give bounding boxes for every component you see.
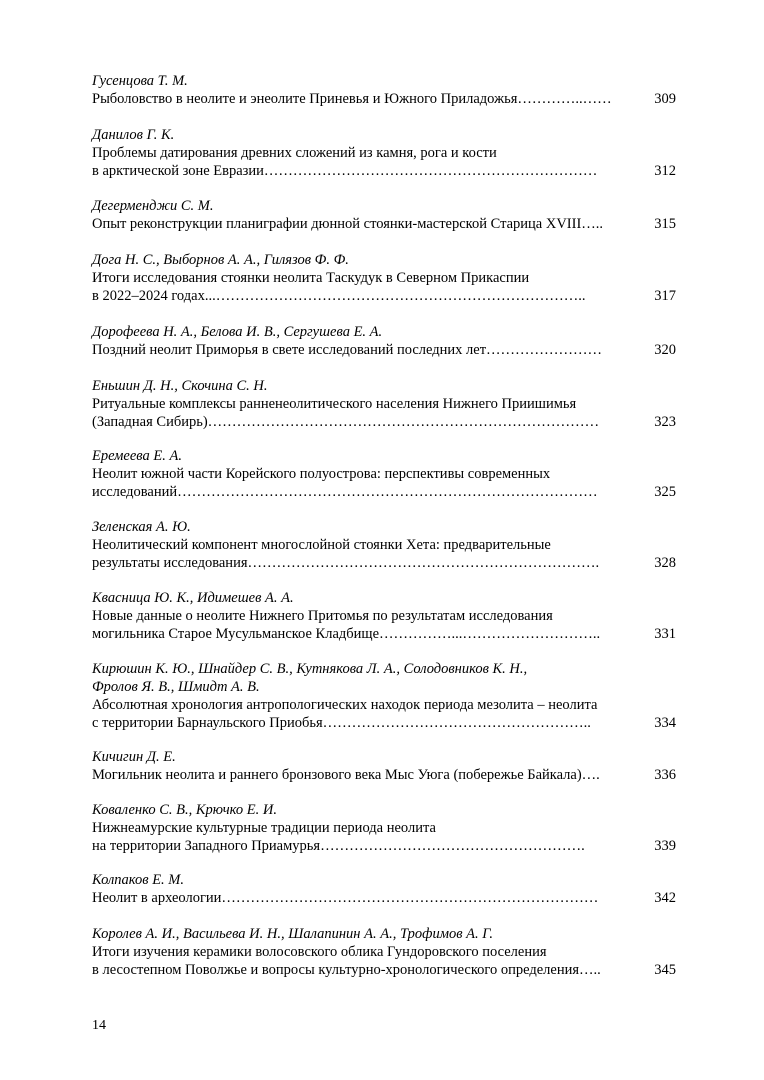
toc-title: Неолит в археологии…………………………………………………………………… xyxy=(92,890,599,906)
toc-title-line xyxy=(92,341,676,359)
toc-title: в лесостепном Поволжье и вопросы культурно-хронологического определения….. xyxy=(92,962,601,978)
toc-entry xyxy=(92,126,676,180)
toc-entry xyxy=(92,251,676,305)
toc-authors: Данилов Г. К. xyxy=(92,127,175,143)
toc-entry xyxy=(92,518,676,572)
toc-title: Неолитический компонент многослойной стоянки Хета: предварительные xyxy=(92,537,551,553)
toc-title-line xyxy=(92,837,676,855)
toc-page-number: 323 xyxy=(654,414,676,430)
toc-title: Итоги изучения керамики волосовского облика Гундоровского поселения xyxy=(92,944,547,960)
toc-title: Поздний неолит Приморья в свете исследований последних лет…………………… xyxy=(92,342,603,358)
toc-entry xyxy=(92,660,676,732)
toc-authors: Еремеева Е. А. xyxy=(92,448,182,464)
toc-title: Проблемы датирования древних сложений из камня, рога и кости xyxy=(92,145,497,161)
toc-authors: Дога Н. С., Выборнов А. А., Гилязов Ф. Ф. xyxy=(92,252,349,268)
toc-title: Новые данные о неолите Нижнего Притомья по результатам исследования xyxy=(92,608,553,624)
toc-page-number: 336 xyxy=(654,767,676,783)
toc-title: Итоги исследования стоянки неолита Таскудук в Северном Прикаспии xyxy=(92,270,530,286)
toc-title: Опыт реконструкции планиграфии дюнной стоянки-мастерской Старица XVIII….. xyxy=(92,216,604,232)
toc-title: Нижнеамурские культурные традиции периода неолита xyxy=(92,820,436,836)
toc-title: могильника Старое Мусульманское Кладбище……………...……………………….. xyxy=(92,626,601,642)
toc-page-number: 315 xyxy=(654,216,676,232)
toc-title-line xyxy=(92,554,676,572)
toc-page-number: 328 xyxy=(654,555,676,571)
toc-page-number: 325 xyxy=(654,484,676,500)
toc-title: результаты исследования………………………………………………………………. xyxy=(92,555,600,571)
toc-title: (Западная Сибирь)……………………………………………………………………… xyxy=(92,414,600,430)
toc-authors: Кирюшин К. Ю., Шнайдер С. В., Кутнякова Л. А., Солодовников К. Н., xyxy=(92,661,528,677)
toc-title-line xyxy=(92,766,676,784)
toc-title-line xyxy=(92,90,676,108)
toc-entry xyxy=(92,323,676,359)
toc-page-number: 312 xyxy=(654,163,676,179)
toc-authors: Колпаков Е. М. xyxy=(92,872,184,888)
toc-title-line xyxy=(92,714,676,732)
toc-entry xyxy=(92,447,676,501)
toc-authors: Еньшин Д. Н., Скочина С. Н. xyxy=(92,378,268,394)
toc-title-line xyxy=(92,413,676,431)
toc-page-number: 317 xyxy=(654,288,676,304)
toc-authors: Коваленко С. В., Крючко Е. И. xyxy=(92,802,277,818)
page-number: 14 xyxy=(92,1018,106,1033)
toc-entry xyxy=(92,748,676,784)
toc-page-number: 342 xyxy=(654,890,676,906)
toc-title: Могильник неолита и раннего бронзового века Мыс Уюга (побережье Байкала)…. xyxy=(92,767,600,783)
toc-title: в арктической зоне Евразии…………………………………………………………… xyxy=(92,163,598,179)
toc-title: исследований…………………………………………………………………………… xyxy=(92,484,598,500)
toc-title: с территории Барнаульского Приобья……………………………………………….. xyxy=(92,715,591,731)
toc-title-line xyxy=(92,625,676,643)
toc-authors: Кичигин Д. Е. xyxy=(92,749,176,765)
toc-entry xyxy=(92,925,676,979)
toc-entry xyxy=(92,197,676,233)
toc-page-number: 334 xyxy=(654,715,676,731)
toc-authors: Королев А. И., Васильева И. Н., Шалапинин А. А., Трофимов А. Г. xyxy=(92,926,494,942)
toc-page-number: 320 xyxy=(654,342,676,358)
toc-title: Ритуальные комплексы ранненеолитического населения Нижнего Приишимья xyxy=(92,396,577,412)
toc-title-line xyxy=(92,162,676,180)
toc-authors: Дегерменджи С. М. xyxy=(92,198,214,214)
toc-title-line xyxy=(92,961,676,979)
toc-title: на территории Западного Приамурья………………………………………………. xyxy=(92,838,585,854)
toc-page-number: 339 xyxy=(654,838,676,854)
toc-authors: Дорофеева Н. А., Белова И. В., Сергушева Е. А. xyxy=(92,324,383,340)
toc-entry xyxy=(92,377,676,431)
toc-entry xyxy=(92,871,676,907)
toc-page-number: 331 xyxy=(654,626,676,642)
toc-title-line xyxy=(92,215,676,233)
toc-title: Неолит южной части Корейского полуострова: перспективы современных xyxy=(92,466,551,482)
toc-authors: Гусенцова Т. М. xyxy=(92,73,188,89)
toc-entry xyxy=(92,72,676,108)
toc-title: в 2022–2024 годах...………………………………………………………………….. xyxy=(92,288,586,304)
toc-authors: Фролов Я. В., Шмидт А. В. xyxy=(92,679,260,695)
toc-title-line xyxy=(92,483,676,501)
toc-entry xyxy=(92,589,676,643)
toc-page-number: 309 xyxy=(654,91,676,107)
toc-page-number: 345 xyxy=(654,962,676,978)
toc-title-line xyxy=(92,889,676,907)
toc-title: Рыболовство в неолите и энеолите Приневья и Южного Приладожья…………..…… xyxy=(92,91,612,107)
toc-authors: Зеленская А. Ю. xyxy=(92,519,191,535)
toc-entry xyxy=(92,801,676,855)
toc-title-line xyxy=(92,287,676,305)
toc-authors: Квасница Ю. К., Идимешев А. А. xyxy=(92,590,294,606)
toc-title: Абсолютная хронология антропологических находок периода мезолита – неолита xyxy=(92,697,598,713)
